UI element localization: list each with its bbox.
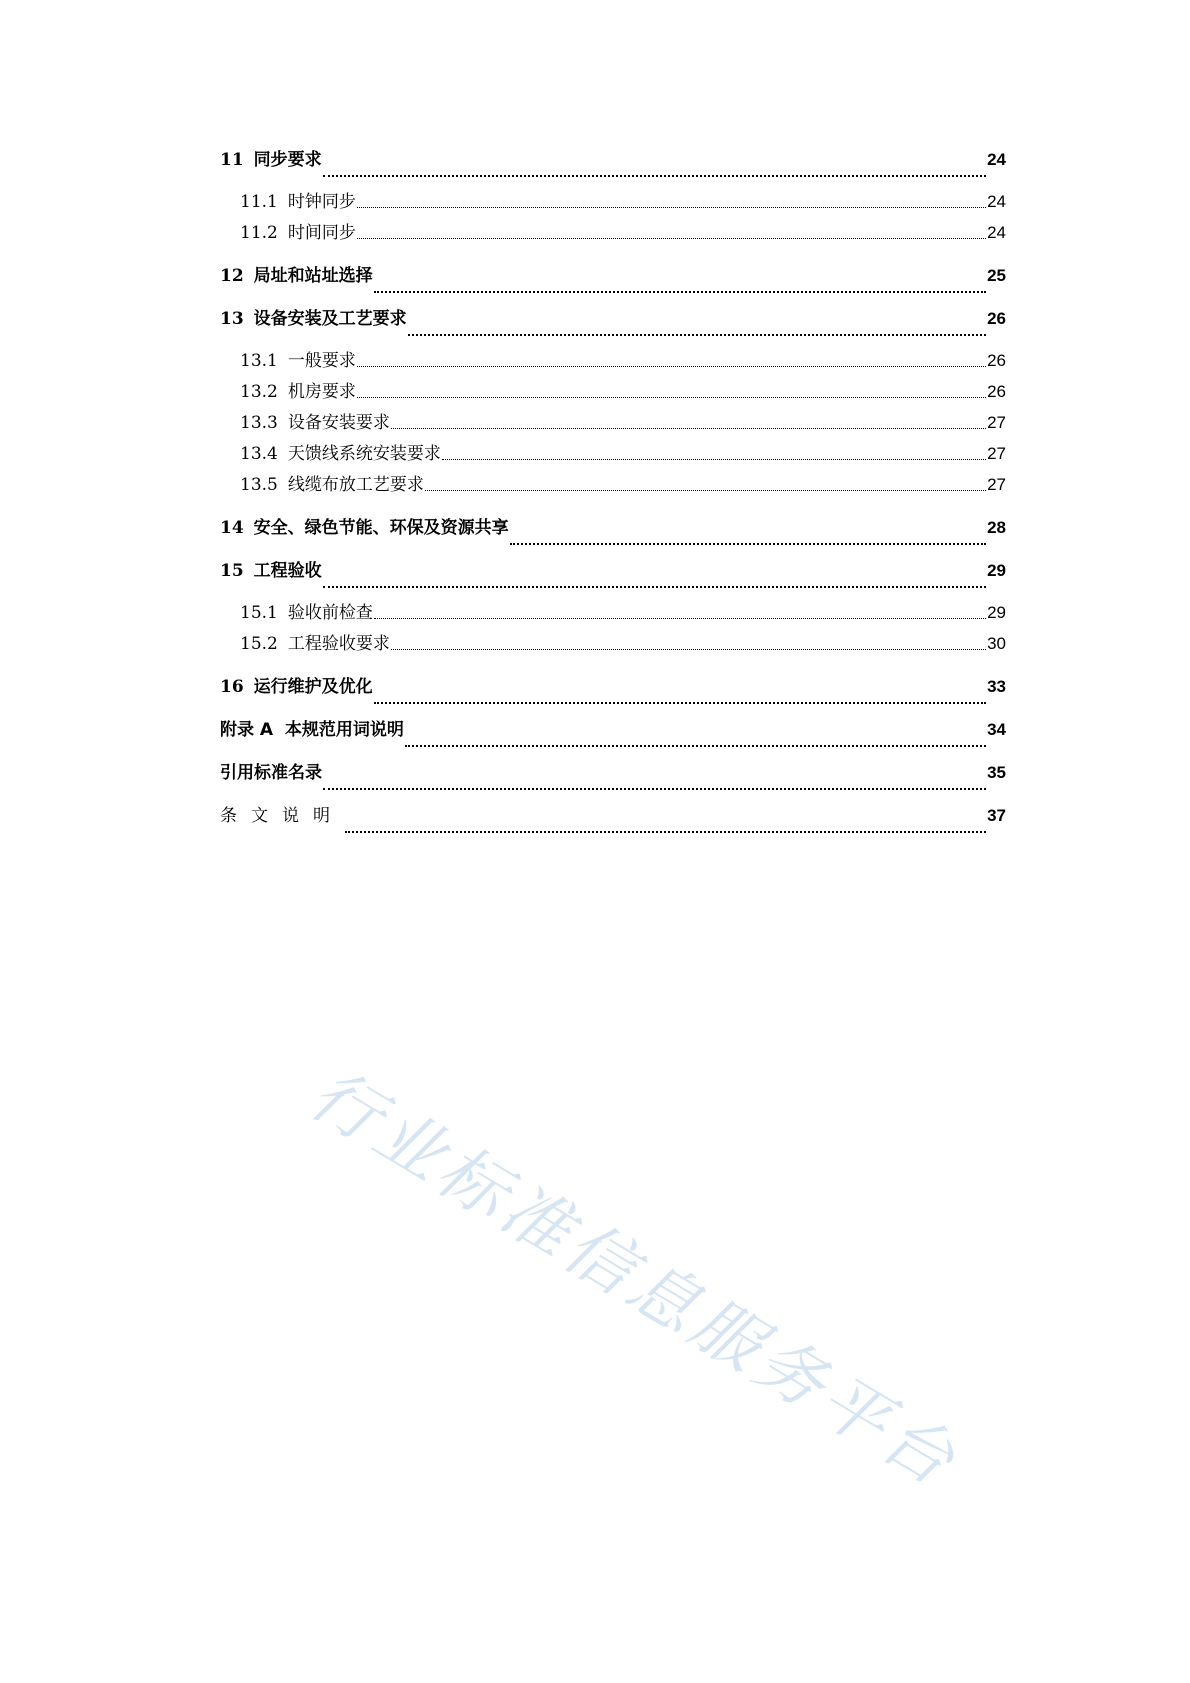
dot-leader xyxy=(357,217,986,248)
toc-entry-appendix-a[interactable] xyxy=(220,713,1006,756)
toc-entry-12[interactable] xyxy=(220,259,1006,302)
dot-leader xyxy=(391,407,986,438)
section-title: 工程验收要求 xyxy=(287,634,390,654)
toc-entry-13-5[interactable] xyxy=(220,469,1006,500)
toc-entry-11-2[interactable] xyxy=(220,217,1006,248)
section-title: 时间同步 xyxy=(287,223,356,243)
section-number: 15 xyxy=(220,561,244,581)
page-number: 30 xyxy=(987,634,1006,653)
toc-entry-15-1[interactable] xyxy=(220,597,1006,628)
toc-entry-15[interactable] xyxy=(220,554,1006,597)
toc-entry-16[interactable] xyxy=(220,670,1006,713)
section-title: 天馈线系统安装要求 xyxy=(287,444,441,464)
toc-entry-13-1[interactable] xyxy=(220,345,1006,376)
toc-entry-14[interactable] xyxy=(220,511,1006,554)
section-number: 13.1 xyxy=(240,351,278,371)
toc-entry-13-3[interactable] xyxy=(220,407,1006,438)
dot-leader xyxy=(357,186,986,217)
section-number: 11.2 xyxy=(240,223,278,243)
section-title: 局址和站址选择 xyxy=(253,266,373,286)
toc-entry-13[interactable] xyxy=(220,302,1006,345)
section-number: 13 xyxy=(220,309,244,329)
page-number: 24 xyxy=(987,223,1006,242)
toc-entry-11-1[interactable] xyxy=(220,186,1006,217)
page-number: 27 xyxy=(987,444,1006,463)
section-title: 安全、绿色节能、环保及资源共享 xyxy=(253,518,509,538)
section-number: 16 xyxy=(220,677,244,697)
watermark: 行业标准信息服务平台 xyxy=(296,1054,972,1504)
dot-leader xyxy=(425,469,986,500)
page-number: 26 xyxy=(987,351,1006,370)
section-title: 机房要求 xyxy=(287,382,356,402)
dot-leader xyxy=(357,376,986,407)
page-number: 26 xyxy=(987,309,1006,328)
section-title: 设备安装及工艺要求 xyxy=(253,309,407,329)
dot-leader xyxy=(442,438,986,469)
page-number: 25 xyxy=(987,266,1006,285)
section-number: 13.2 xyxy=(240,382,278,402)
page-number: 24 xyxy=(987,150,1006,169)
toc-entry-11[interactable] xyxy=(220,143,1006,186)
section-title: 引用标准名录 xyxy=(220,763,322,783)
section-title: 同步要求 xyxy=(253,150,322,170)
toc-entry-references[interactable] xyxy=(220,756,1006,799)
section-title: 设备安装要求 xyxy=(287,413,390,433)
page-number: 29 xyxy=(987,561,1006,580)
section-title: 一般要求 xyxy=(287,351,356,371)
dot-leader xyxy=(323,756,986,799)
section-number: 12 xyxy=(220,266,244,286)
page-number: 27 xyxy=(987,413,1006,432)
dot-leader xyxy=(345,799,986,842)
dot-leader xyxy=(323,554,986,597)
toc-entry-13-4[interactable] xyxy=(220,438,1006,469)
toc-entry-13-2[interactable] xyxy=(220,376,1006,407)
dot-leader xyxy=(357,345,986,376)
page-number: 27 xyxy=(987,475,1006,494)
page-number: 35 xyxy=(987,763,1006,782)
page-number: 33 xyxy=(987,677,1006,696)
section-title: 运行维护及优化 xyxy=(253,677,373,697)
page-number: 28 xyxy=(987,518,1006,537)
section-title: 工程验收 xyxy=(253,561,322,581)
section-number: 15.1 xyxy=(240,603,278,623)
section-number: 13.4 xyxy=(240,444,278,464)
dot-leader xyxy=(323,143,986,186)
page-number: 24 xyxy=(987,192,1006,211)
page-number: 37 xyxy=(987,806,1006,825)
section-number: 15.2 xyxy=(240,634,278,654)
page-number: 29 xyxy=(987,603,1006,622)
dot-leader xyxy=(405,713,986,756)
section-title: 时钟同步 xyxy=(287,192,356,212)
section-title: 线缆布放工艺要求 xyxy=(287,475,424,495)
section-title: 条文说明 xyxy=(220,806,344,826)
section-number: 14 xyxy=(220,518,244,538)
dot-leader xyxy=(374,670,986,713)
dot-leader xyxy=(510,511,986,554)
section-title: 验收前检查 xyxy=(287,603,373,623)
dot-leader xyxy=(391,628,986,659)
page-number: 34 xyxy=(987,720,1006,739)
dot-leader xyxy=(374,259,986,302)
page-number: 26 xyxy=(987,382,1006,401)
dot-leader xyxy=(374,597,986,628)
section-number: 13.5 xyxy=(240,475,278,495)
table-of-contents xyxy=(220,143,1006,842)
section-number: 11 xyxy=(220,150,244,170)
section-number: 13.3 xyxy=(240,413,278,433)
toc-entry-explanation[interactable] xyxy=(220,799,1006,842)
dot-leader xyxy=(408,302,986,345)
toc-entry-15-2[interactable] xyxy=(220,628,1006,659)
section-title: 附录 A 本规范用词说明 xyxy=(220,720,404,740)
section-number: 11.1 xyxy=(240,192,278,212)
